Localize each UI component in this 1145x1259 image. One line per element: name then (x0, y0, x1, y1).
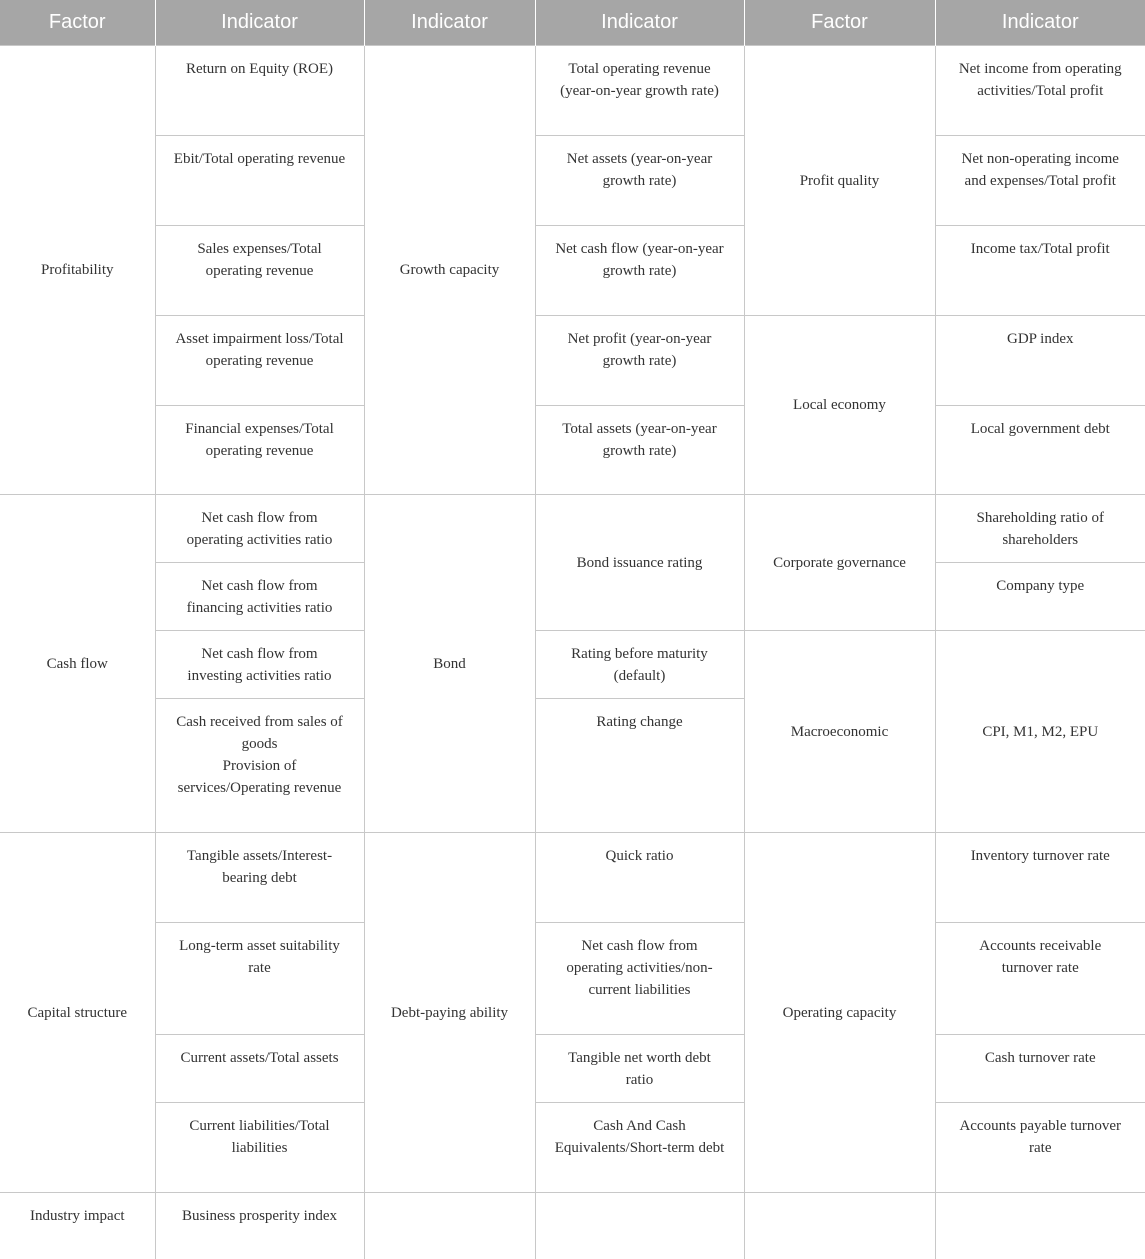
empty-cell (535, 1193, 744, 1259)
indicator-cell: Net cash flow from operating activities/non-current liabilities (535, 923, 744, 1035)
factor-growth-capacity: Growth capacity (364, 46, 535, 495)
factor-capital-structure: Capital structure (0, 833, 155, 1193)
table-row (0, 1193, 1145, 1259)
indicator-cell: Return on Equity (ROE) (155, 46, 364, 136)
table-row (0, 226, 1145, 316)
header-indicator-4: Indicator (935, 0, 1145, 46)
empty-cell (744, 1193, 935, 1259)
table-row (0, 136, 1145, 226)
factor-profit-quality: Profit quality (744, 46, 935, 316)
indicator-cell: Sales expenses/Total operating revenue (155, 226, 364, 316)
indicator-cell: Net cash flow from financing activities ratio (155, 563, 364, 631)
factor-macroeconomic: Macroeconomic (744, 631, 935, 833)
table-row (0, 923, 1145, 1035)
header-factor-2: Factor (744, 0, 935, 46)
indicator-cell: Asset impairment loss/Total operating revenue (155, 316, 364, 406)
empty-cell (935, 1193, 1145, 1259)
indicator-line: Provision of services/Operating revenue (177, 758, 342, 796)
indicator-cell: Net income from operating activities/Total profit (935, 46, 1145, 136)
indicator-cell: Total assets (year-on-year growth rate) (535, 406, 744, 495)
factor-cash-flow: Cash flow (0, 495, 155, 833)
table-row (0, 833, 1145, 923)
table-row (0, 316, 1145, 406)
table-row (0, 1103, 1145, 1193)
table-row (0, 46, 1145, 136)
factor-debt-paying-ability: Debt-paying ability (364, 833, 535, 1193)
indicator-cell: CPI, M1, M2, EPU (935, 631, 1145, 833)
table-row (0, 1035, 1145, 1103)
indicator-cell: Financial expenses/Total operating revenue (155, 406, 364, 495)
indicator-cell: Net cash flow (year-on-year growth rate) (535, 226, 744, 316)
indicator-cell: Cash turnover rate (935, 1035, 1145, 1103)
indicator-cell: Net non-operating income and expenses/Total profit (935, 136, 1145, 226)
indicator-cell: Ebit/Total operating revenue (155, 136, 364, 226)
header-indicator-2: Indicator (364, 0, 535, 46)
indicator-cell: Company type (935, 563, 1145, 631)
indicator-cell: Bond issuance rating (535, 495, 744, 631)
indicator-cell: Total operating revenue (year-on-year growth rate) (535, 46, 744, 136)
header-indicator-1: Indicator (155, 0, 364, 46)
indicator-cell: Business prosperity index (155, 1193, 364, 1259)
indicator-cell: Cash And Cash Equivalents/Short-term debt (535, 1103, 744, 1193)
factor-profitability: Profitability (0, 46, 155, 495)
factor-industry-impact: Industry impact (0, 1193, 155, 1259)
indicator-line: Cash received from sales of goods (176, 714, 343, 752)
indicator-cell: Rating change (535, 699, 744, 833)
indicator-cell: Current assets/Total assets (155, 1035, 364, 1103)
indicator-cell: Net cash flow from operating activities ratio (155, 495, 364, 563)
indicator-cell: Local government debt (935, 406, 1145, 495)
table-row (0, 495, 1145, 563)
indicator-cell: Current liabilities/Total liabilities (155, 1103, 364, 1193)
indicator-cell: Shareholding ratio of shareholders (935, 495, 1145, 563)
indicator-cell: Net profit (year-on-year growth rate) (535, 316, 744, 406)
table-row (0, 631, 1145, 699)
indicator-cell: Net cash flow from investing activities ratio (155, 631, 364, 699)
indicator-cell: Income tax/Total profit (935, 226, 1145, 316)
indicator-cell (155, 699, 364, 833)
indicator-cell: Tangible assets/Interest-bearing debt (155, 833, 364, 923)
header-row (0, 0, 1145, 46)
table-row (0, 406, 1145, 495)
indicator-cell: Accounts receivable turnover rate (935, 923, 1145, 1035)
factor-local-economy: Local economy (744, 316, 935, 495)
indicator-cell: Rating before maturity (default) (535, 631, 744, 699)
indicator-cell: Long-term asset suitability rate (155, 923, 364, 1035)
factor-bond: Bond (364, 495, 535, 833)
indicator-cell: Tangible net worth debt ratio (535, 1035, 744, 1103)
factor-operating-capacity: Operating capacity (744, 833, 935, 1193)
indicator-cell: Inventory turnover rate (935, 833, 1145, 923)
header-factor-1: Factor (0, 0, 155, 46)
factor-corporate-governance: Corporate governance (744, 495, 935, 631)
indicator-cell: Net assets (year-on-year growth rate) (535, 136, 744, 226)
indicator-cell: GDP index (935, 316, 1145, 406)
indicator-cell: Quick ratio (535, 833, 744, 923)
indicator-cell: Accounts payable turnover rate (935, 1103, 1145, 1193)
empty-cell (364, 1193, 535, 1259)
header-indicator-3: Indicator (535, 0, 744, 46)
